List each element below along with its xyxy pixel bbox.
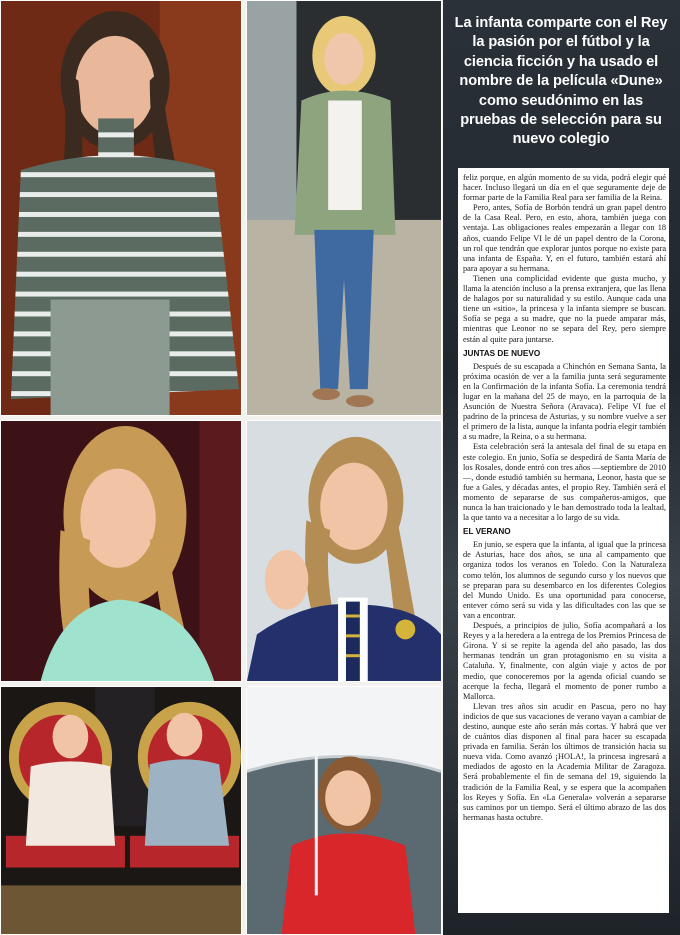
article-paragraph: Esta celebración será la antesala del final de su etapa en este colegio. En junio, Sofía se despedirá de Santa María de los Rosales, donde entró con tres años —septiembre de 2010—, donde estudió también su hermana, Leonor, hasta que se fue a Gales, y décadas antes, el propio Rey. También será el momento de separarse de sus compañeros-amigos, que nunca la han traicionado y le han demostrado toda la lealtad, la que tanto va a necesitar a lo largo de su vida. [463,442,666,523]
photo-princesses-seated-ceremony [0,686,242,935]
article-paragraph: Llevan tres años sin acudir en Pascua, pero no hay indicios de que sus vacaciones de verano vayan a cambiar de destino, aunque este año serán más cortas. Y habrá que ver de cuántos días disponen al final para hacer su escapada privada en familia. Serán los últimos de transición hacia su nueva vida. Como avanzó ¡HOLA!, la princesa ingresará a mediados de agosto en la Academia Militar de Zaragoza. Será probablemente el fin de semana del 19, siguiendo la tradición de la Familia Real, y se espera que la acompañen los Reyes y Sofía. En «La Generala» volverán a separarse sus caminos por un tiempo. Será el último abrazo de las dos hermanas hasta octubre. [463,701,666,822]
article-paragraph: feliz porque, en algún momento de su vida, podrá elegir qué hacer. Incluso llegará un día en el que seguramente deje de formar parte de la Familia Real para ser familia de la Reina. [463,173,666,203]
section-heading: EL VERANO [463,527,511,537]
photo-sofia-waving-uniform [246,420,442,682]
photo-sofia-green-jacket [246,0,442,416]
article-paragraph: En junio, se espera que la infanta, al igual que la princesa de Asturias, hace dos años, se una al campamento que organiza todos los veranos en Toledo. Con la Naturaleza como telón, los alumnos de segundo curso y los nuevos que se preparan para su desembarco en los diferentes Colegios del Mundo Unido. Es una oportunidad para conocerse, entever cómo será su vida y las dificultades con las que se van a encontrar. [463,540,666,620]
article-paragraph: Tienen una complicidad evidente que gusta mucho, y llama la atención incluso a la prensa extranjera, que las llena de halagos por su naturalidad y su estilo. Aunque cada una tiene un «sitio», la princesa y la infanta siempre se buscan. Sofía se pega a su madre, que no la puede amparar más, mientras que Leonor no se separa del Rey, pero siempre están al quite para juntarse. [463,273,666,344]
article-paragraph: Pero, antes, Sofía de Borbón tendrá un gran papel dentro de la Casa Real. Pero, en esto, ahora, también juega con ventaja. Las obligaciones reales empezarán a llegar con 18 años, cuando Felipe VI le dé un papel dentro de la Corona, un rol que tendrán que explorar juntos porque no existe para una infanta de España. Y, en el futuro, también estará ahí para apoyar a su hermana. [463,203,666,273]
article-body [458,168,669,913]
photo-sofia-umbrella-red-coat [246,686,442,935]
section-heading: JUNTAS DE NUEVO [463,348,541,358]
article-paragraph: Después de su escapada a Chinchón en Semana Santa, la próxima ocasión de ver a la familia junta será seguramente en la Confirmación de la infanta Sofía. La ceremonia tendrá lugar en la mañana del 25 de mayo, en la parroquia de la Asunción de Nuestra Señora (Aravaca). Felipe VI fue el padrino de la princesa de Asturias, y su nombre vuelve a ser el primero de la lista, aunque la infanta podría elegir también a su madre, la Reina, o a su hermana. [463,361,666,442]
article-panel [443,0,680,935]
photo-sofia-striped-sweater [0,0,242,416]
headline: La infanta comparte con el Rey la pasión por el fútbol y la ciencia ficción y ha usado el nombre de la película «Dune» como seudónimo en las pruebas de selección para su nuevo colegio [454,15,668,148]
article-paragraph: Después, a principios de julio, Sofía acompañará a los Reyes y a la heredera a la entrega de los Premios Princesa de Girona. Y si se repite la agenda del año pasado, las dos hermanas tendrán un gran protagonismo en su visita a Cataluña. Y, finalmente, con algún viaje y actos de por medio, que conoceremos por la agenda oficial cuando se acerque la fecha, llegará el momento de poner rumbo a Mallorca. [463,621,666,701]
photo-sofia-portrait-profile [0,420,242,682]
